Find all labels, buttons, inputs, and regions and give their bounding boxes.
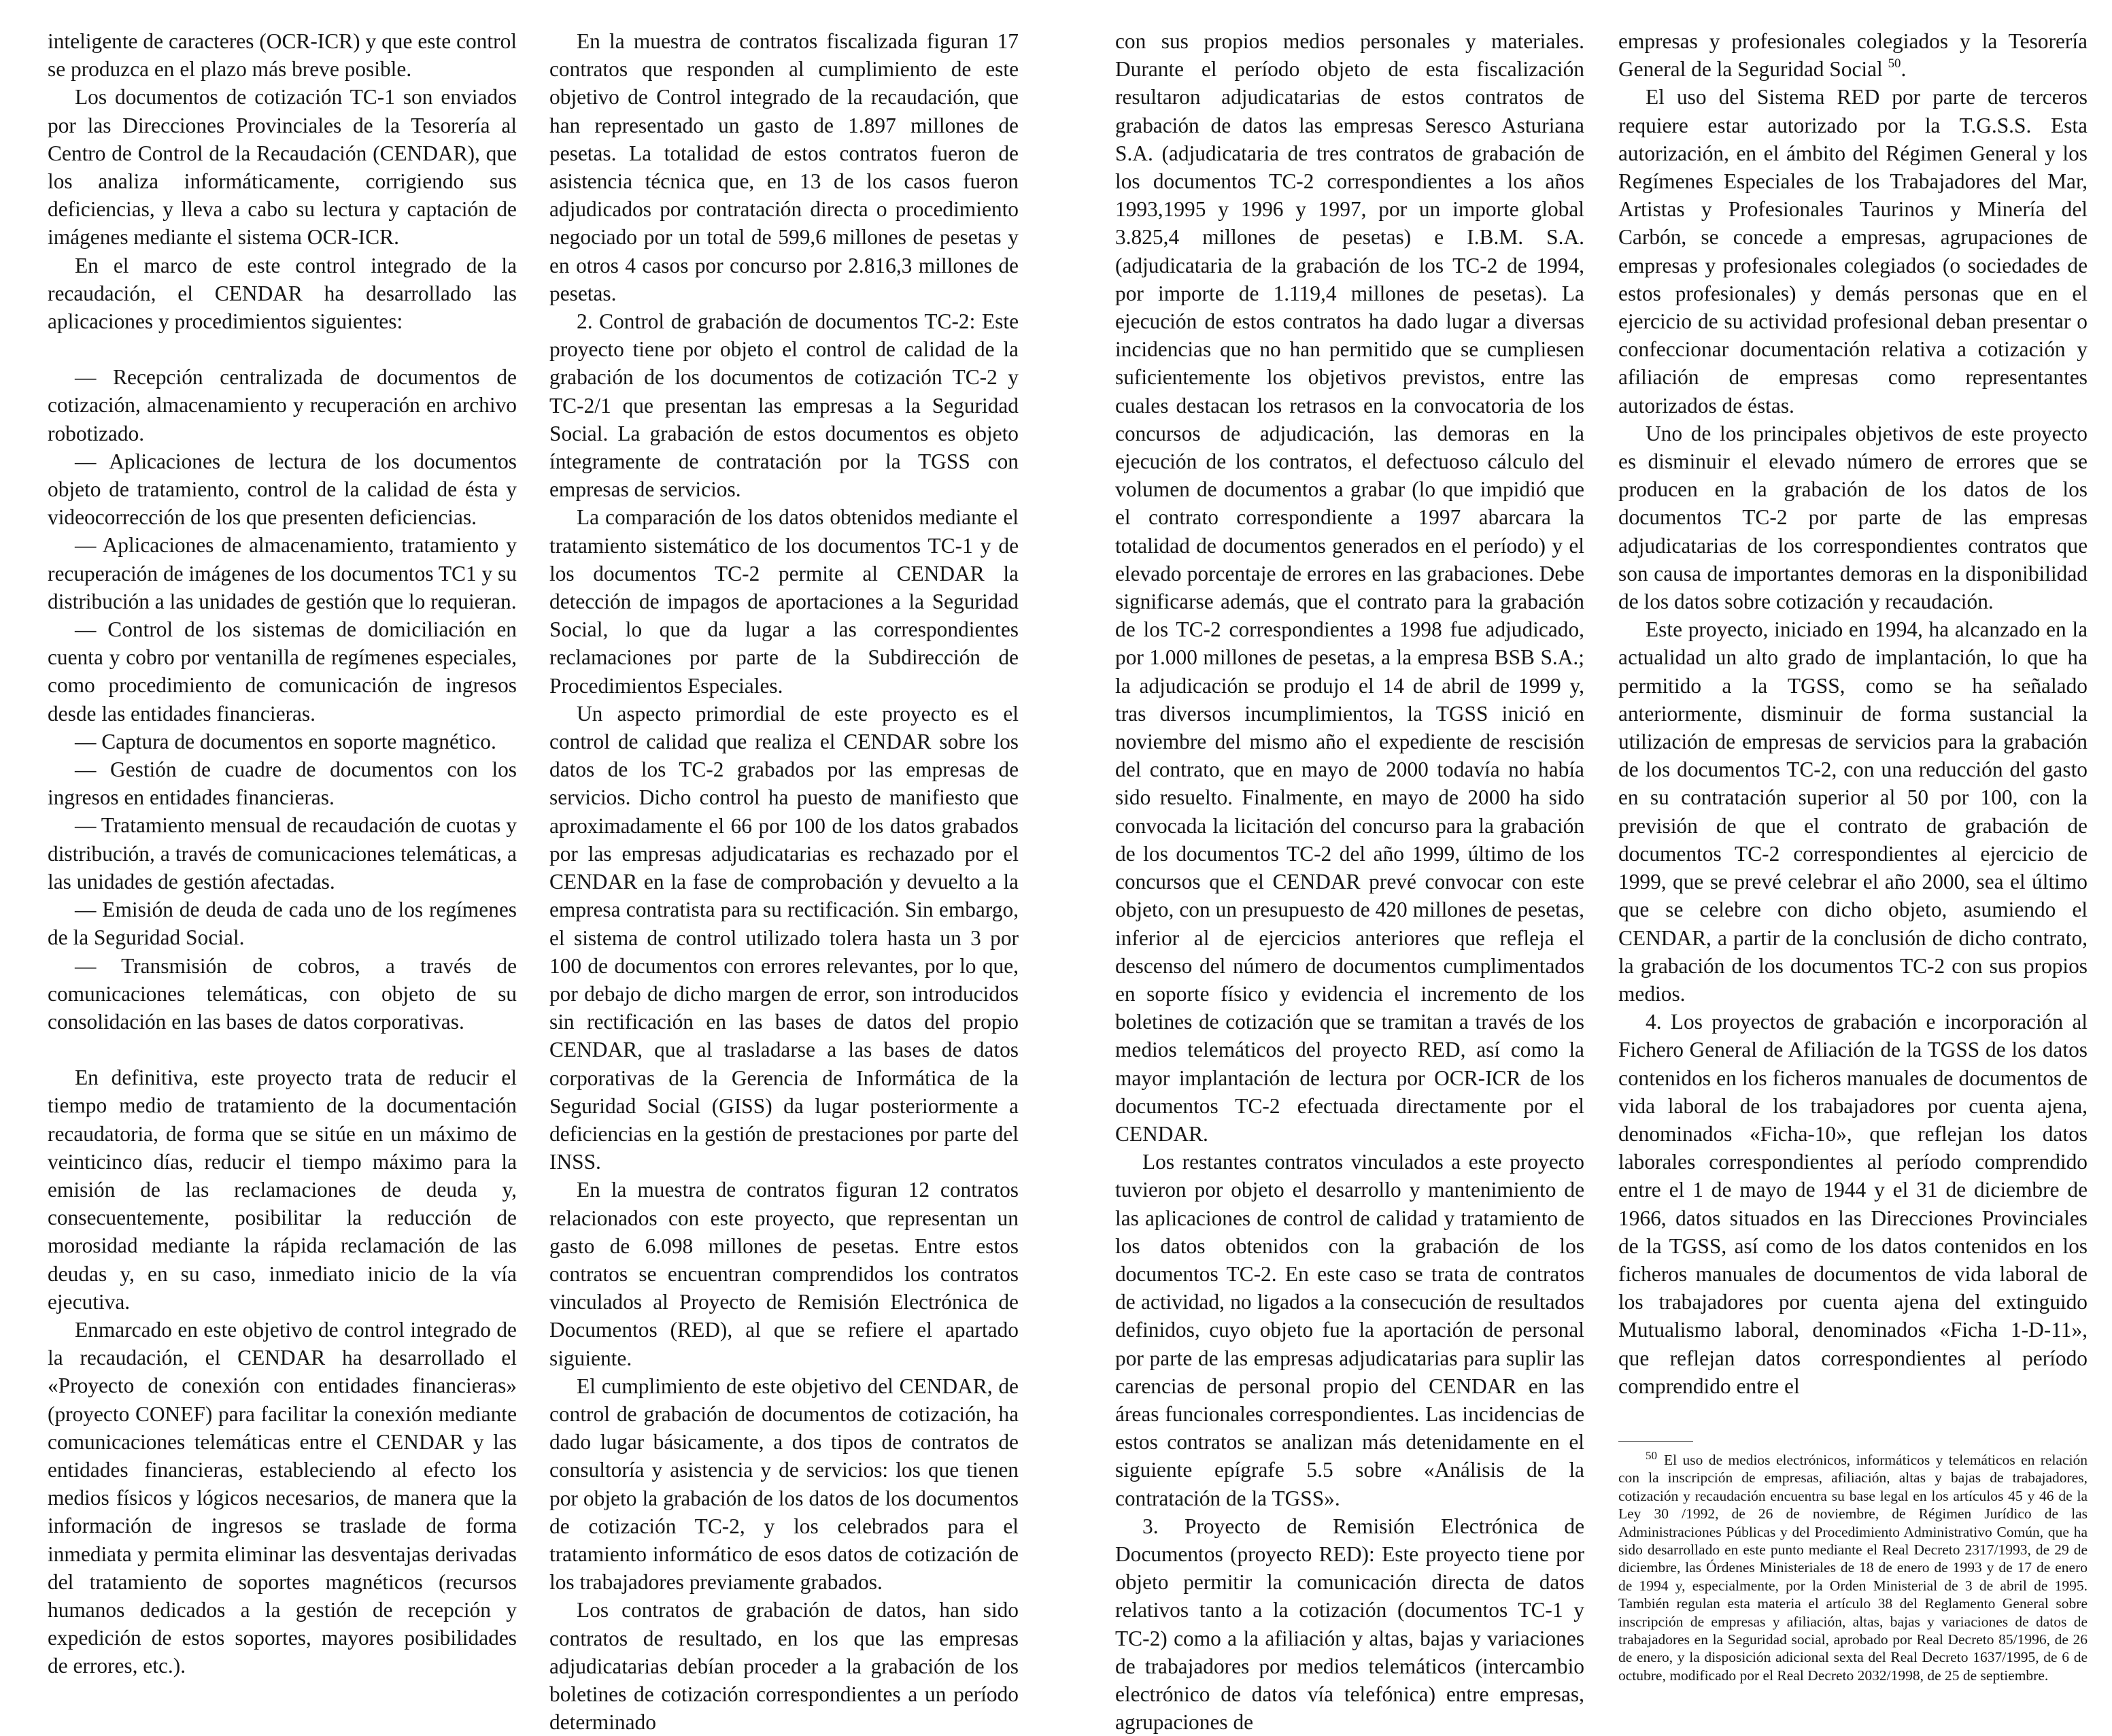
footnote-number: 50 bbox=[1646, 1448, 1657, 1462]
list-item: — Emisión de deuda de cada uno de los regímenes de la Seguridad Social. bbox=[48, 898, 517, 950]
paragraph: Los contratos de grabación de datos, han sido contratos de resultado, en los que las empresas adjudicatarias debían proceder a la grabación de los boletines de cotización correspondientes a un período determinado bbox=[549, 1598, 1019, 1735]
paragraph: Los restantes contratos vinculados a este proyecto tuvieron por objeto el desarrollo y mantenimiento de las aplicaciones de control de calidad y tratamiento de los datos obtenidos con la grabación de los documentos TC-2. En este caso se trata de contratos de actividad, no ligados a la consecución de resultados definidos, cuyo objeto fue la aportación de personal por parte de las empresas adjudicatarias para suplir las carencias de personal propio del CENDAR en las áreas funcionales correspondientes. Las incidencias de estos contratos se analizan más detenidamente en el siguiente epígrafe 5.5 sobre «Análisis de la contratación de la TGSS». bbox=[1115, 1150, 1584, 1510]
paragraph: inteligente de caracteres (OCR-ICR) y que este control se produzca en el plazo más breve posible. bbox=[48, 29, 517, 82]
column-2 bbox=[549, 27, 1019, 1736]
paragraph-text: empresas y profesionales colegiados y la Tesorería General de la Seguridad Social bbox=[1618, 29, 2088, 82]
paragraph: Los documentos de cotización TC-1 son enviados por las Direcciones Provinciales de la Tesorería al Centro de Control de la Recaudación (CENDAR), que los analiza informáticamente, corrigiendo sus deficiencias, y lleva a cabo su lectura y captación de imágenes mediante el sistema OCR-ICR. bbox=[48, 85, 517, 250]
paragraph: El uso del Sistema RED por parte de terceros requiere estar autorizado por la T.G.S.S. Esta autorización, en el ámbito del Régimen General y los Regímenes Especiales de los Trabajadores del Mar, Artistas y Profesionales Taurinos y Minería del Carbón, se concede a empresas, agrupaciones de empresas y profesionales colegiados (o sociedades de estos profesionales) y demás personas que en el ejercicio de su actividad profesional deban presentar o confeccionar documentación relativa a cotización y afiliación de empresas como representantes autorizados de éstas. bbox=[1618, 85, 2088, 418]
footnote-divider bbox=[1618, 1441, 1693, 1442]
list-item: — Control de los sistemas de domiciliación en cuenta y cobro por ventanilla de regímenes especiales, como procedimiento de comunicación de ingresos desde las entidades financieras. bbox=[48, 617, 517, 726]
list-item: — Tratamiento mensual de recaudación de cuotas y distribución, a través de comunicaciones telemáticas, a las unidades de gestión afectadas. bbox=[48, 813, 517, 893]
list-item: — Transmisión de cobros, a través de comunicaciones telemáticas, con objeto de su consolidación en las bases de datos corporativas. bbox=[48, 953, 517, 1034]
column-4 bbox=[1618, 27, 2088, 1684]
list-item: — Captura de documentos en soporte magnético. bbox=[75, 729, 496, 753]
paragraph: con sus propios medios personales y materiales. Durante el período objeto de esta fiscalización resultaron adjudicatarias de estos contratos de grabación de datos las empresas Seresco Asturiana S.A. (adjudicataria de tres contratos de grabación de los documentos TC-2 correspondientes a los años 1993,1995 y 1996 y 1997, por un importe global 3.825,4 millones de pesetas) e I.B.M. S.A. (adjudicataria de la grabación de los TC-2 de 1994, por importe de 1.119,4 millones de pesetas). La ejecución de estos contratos ha dado lugar a diversas incidencias que no han permitido que se cumpliesen suficientemente los objetivos previstos, entre las cuales destacan los retrasos en la convocatoria de los concursos de adjudicación, las demoras en la ejecución de los contratos, el defectuoso cálculo del volumen de documentos a grabar (lo que impidió que el contrato correspondiente a 1997 abarcara la totalidad de documentos generados en el período) y el elevado porcentaje de errores en las grabaciones. Debe significarse además, que el contrato para la grabación de los TC-2 correspondientes a 1998 fue adjudicado, por 1.000 millones de pesetas, a la empresa BSB S.A.; la adjudicación se produjo el 14 de abril de 1999 y, tras diversos incumplimientos, la TGSS inició en noviembre del mismo año el expediente de rescisión del contrato, que en mayo de 2000 todavía no había sido resuelto. Finalmente, en mayo de 2000 ha sido convocada la licitación del concurso para la grabación de los documentos TC-2 del año 1999, último de los concursos que el CENDAR prevé convocar con este objeto, con un presupuesto de 420 millones de pesetas, inferior al de ejercicios anteriores que refleja el descenso del número de documentos cumplimentados en soporte físico y evidencia el incremento de los boletines de cotización que se tramitan a través de los medios telemáticos del proyecto RED, así como la mayor implantación de lectura por OCR-ICR de los documentos TC-2 efectuada directamente por el CENDAR. bbox=[1115, 29, 1584, 1146]
paragraph: En la muestra de contratos figuran 12 contratos relacionados con este proyecto, que representan un gasto de 6.098 millones de pesetas. Entre estos contratos se encuentran comprendidos los contratos vinculados al Proyecto de Remisión Electrónica de Documentos (RED), al que se refiere el apartado siguiente. bbox=[549, 1178, 1019, 1370]
paragraph-end: . bbox=[1901, 57, 1907, 82]
column-3 bbox=[1115, 27, 1584, 1736]
paragraph: En definitiva, este proyecto trata de reducir el tiempo medio de tratamiento de la documentación recaudatoria, de forma que se sitúe en un máximo de veinticinco días, reducir el tiempo máximo para la emisión de las reclamaciones de deuda y, consecuentemente, posibilitar la reducción de morosidad mediante la rápida reclamación de las deudas y, en su caso, inmediato inicio de la vía ejecutiva. bbox=[48, 1066, 517, 1314]
paragraph: El cumplimiento de este objetivo del CENDAR, de control de grabación de documentos de cotización, ha dado lugar básicamente, a dos tipos de contratos de consultoría y asistencia y de servicios: los que tienen por objeto la grabación de los datos de los documentos de cotización TC-2, y los celebrados para el tratamiento informático de esos datos de cotización de los trabajadores previamente grabados. bbox=[549, 1374, 1019, 1595]
paragraph: Enmarcado en este objetivo de control integrado de la recaudación, el CENDAR ha desarrollado el «Proyecto de conexión con entidades financieras» (proyecto CONEF) para facilitar la conexión mediante comunicaciones telemáticas entre el CENDAR y las entidades financieras, estableciendo al efecto los medios físicos y lógicos necesarios, de manera que la información de ingresos se traslade de forma inmediata y permita eliminar las desventajas derivadas del tratamiento de soportes magnéticos (recursos humanos dedicados a la gestión de recepción y expedición de estos soportes, mayores posibilidades de errores, etc.). bbox=[48, 1317, 517, 1678]
paragraph: En la muestra de contratos fiscalizada figuran 17 contratos que responden al cumplimiento de este objetivo de Control integrado de la recaudación, que han representado un gasto de 1.897 millones de pesetas. La totalidad de estos contratos fueron de asistencia técnica que, en 13 de los casos fueron adjudicados por contratación directa o procedimiento negociado por un total de 599,6 millones de pesetas y en otros 4 casos por concurso por 2.816,3 millones de pesetas. bbox=[549, 29, 1019, 305]
paragraph: 4. Los proyectos de grabación e incorporación al Fichero General de Afiliación de la TGSS de los datos contenidos en los ficheros manuales de documentos de vida laboral de los trabajadores por cuenta ajena, denominados «Ficha-10», que reflejan los datos laborales correspondientes al período comprendido entre el 1 de mayo de 1944 y el 31 de diciembre de 1966, datos situados en las Direcciones Provinciales de la TGSS, así como de los datos contenidos en los ficheros manuales de documentos de vida laboral de los trabajadores por cuenta ajena del extinguido Mutualismo laboral, denominados «Ficha 1-D-11», que reflejan datos correspondientes al período comprendido entre el bbox=[1618, 1010, 2088, 1398]
right-page bbox=[1056, 0, 2112, 1735]
paragraph: En el marco de este control integrado de la recaudación, el CENDAR ha desarrollado las aplicaciones y procedimientos siguientes: bbox=[48, 253, 517, 334]
list-item: — Aplicaciones de almacenamiento, tratamiento y recuperación de imágenes de los documentos TC1 y su distribución a las unidades de gestión que lo requieran. bbox=[48, 533, 517, 613]
paragraph: 2. Control de grabación de documentos TC-2: Este proyecto tiene por objeto el control de calidad de la grabación de los documentos de cotización TC-2 y TC-2/1 que presentan las empresas a la Seguridad Social. La grabación de estos documentos es objeto íntegramente de contratación por la TGSS con empresas de servicios. bbox=[549, 309, 1019, 502]
paragraph: Este proyecto, iniciado en 1994, ha alcanzado en la actualidad un alto grado de implantación, lo que ha permitido a la TGSS, como se ha señalado anteriormente, disminuir de forma sustancial la utilización de empresas de servicios para la grabación de los documentos TC-2, con una reducción del gasto en su contratación superior al 50 por 100, con la previsión de que el contrato de grabación de documentos TC-2 correspondientes al ejercicio de 1999, que se prevé celebrar el año 2000, sea el último que se celebre con dicho objeto, asumiendo el CENDAR, a partir de la conclusión de dicho contrato, la grabación de los documentos TC-2 con sus propios medios. bbox=[1618, 617, 2088, 1006]
list-item: — Recepción centralizada de documentos de cotización, almacenamiento y recuperación en archivo robotizado. bbox=[48, 365, 517, 445]
left-page bbox=[0, 0, 1056, 1735]
footnote-reference[interactable]: 50 bbox=[1888, 56, 1901, 71]
list-item: — Aplicaciones de lectura de los documentos objeto de tratamiento, control de la calidad de ésta y videocorrección de los que presenten deficiencias. bbox=[48, 449, 517, 530]
paragraph: La comparación de los datos obtenidos mediante el tratamiento sistemático de los documentos TC-1 y de los documentos TC-2 permite al CENDAR la detección de impagos de aportaciones a la Seguridad Social, lo que da lugar a las correspondientes reclamaciones por parte de la Subdirección de Procedimientos Especiales. bbox=[549, 505, 1019, 698]
paragraph bbox=[1618, 27, 2088, 83]
footnote bbox=[1618, 1448, 2088, 1684]
column-1 bbox=[48, 27, 517, 1680]
paragraph: Un aspecto primordial de este proyecto es el control de calidad que realiza el CENDAR sobre los datos de los TC-2 grabados por las empresas de servicios. Dicho control ha puesto de manifiesto que aproximadamente el 66 por 100 de los datos grabados por las empresas adjudicatarias es rechazado por el CENDAR en la fase de comprobación y devuelto a la empresa contratista para su rectificación. Sin embargo, el sistema de control utilizado tolera hasta un 3 por 100 de documentos con errores relevantes, por lo que, por debajo de dicho margen de error, son introducidos sin rectificación en las bases de datos del propio CENDAR, que al trasladarse a las bases de datos corporativas de la Gerencia de Informática de la Seguridad Social (GISS) da lugar posteriormente a deficiencias en la gestión de prestaciones por parte del INSS. bbox=[549, 701, 1019, 1174]
footnote-text: El uso de medios electrónicos, informáticos y telemáticos en relación con la inscripción de empresas, afiliación, altas y bajas de trabajadores, cotización y recaudación encuentra su base legal en los artículos 45 y 46 de la Ley 30 /1992, de 26 de noviembre, de Régimen Jurídico de las Administraciones Públicas y del Procedimiento Administrativo Común, que ha sido desarrollado en este punto mediante el Real Decreto 2317/1993, de 29 de diciembre, las Órdenes Ministeriales de 18 de enero de 1993 y de 17 de enero de 1994 y, especialmente, por la Orden Ministerial de 3 de abril de 1995. También regulan esta materia el artículo 38 del Reglamento General sobre inscripción de empresas y afiliación, altas, bajas y variaciones de datos de trabajadores en la Seguridad social, aprobado por Real Decreto 85/1996, de 26 de enero, y la disposición adicional sexta del Real Decreto 1637/1995, de 6 de octubre, modificado por el Real Decreto 2032/1998, de 25 de septiembre. bbox=[1618, 1451, 2088, 1684]
list-item: — Gestión de cuadre de documentos con los ingresos en entidades financieras. bbox=[48, 758, 517, 810]
paragraph: 3. Proyecto de Remisión Electrónica de Documentos (proyecto RED): Este proyecto tiene por objeto permitir la comunicación directa de datos relativos tanto a la cotización (documentos TC-1 y TC-2) como a la afiliación y altas, bajas y variaciones de trabajadores por medios telemáticos (intercambio electrónico de datos vía telefónica) entre empresas, agrupaciones de bbox=[1115, 1514, 1584, 1735]
paragraph: Uno de los principales objetivos de este proyecto es disminuir el elevado número de errores que se producen en la grabación de los datos de los documentos TC-2 por parte de las empresas adjudicatarias de los correspondientes contratos que son causa de importantes demoras en la disponibilidad de los datos sobre cotización y recaudación. bbox=[1618, 421, 2088, 614]
footnotes bbox=[1618, 1441, 2088, 1684]
